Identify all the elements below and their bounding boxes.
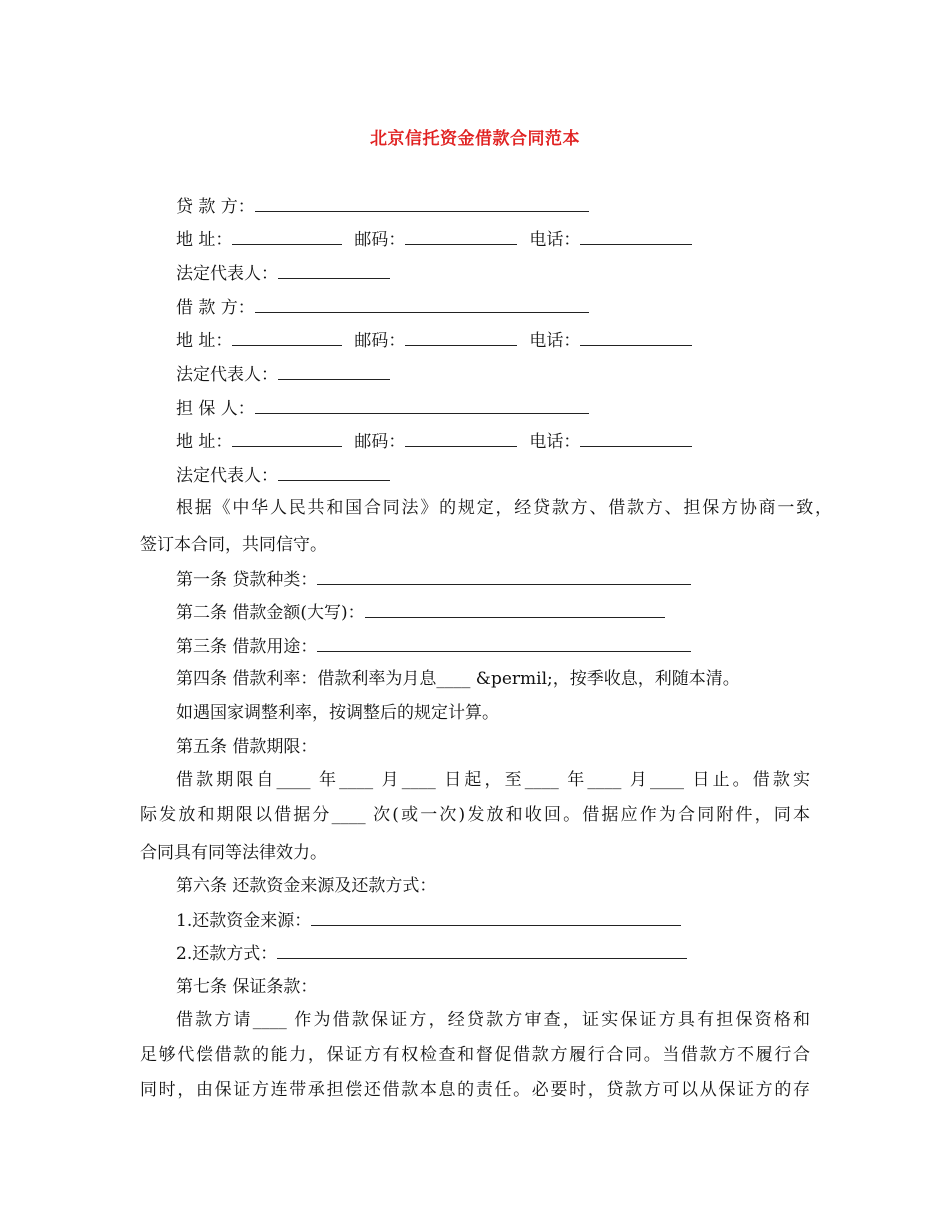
article-7: 第七条 保证条款： [176,977,318,997]
article-6-item-2 [176,943,836,964]
postcode-label: 邮码： [354,432,406,452]
phone-blank[interactable] [580,330,692,346]
postcode-label: 邮码： [354,331,406,351]
legal-rep-label: 法定代表人： [176,264,278,284]
article-5-paragraph-line-2: 际发放和期限以借据分____ 次(或一次)发放和收回。借据应作为合同附件，同本 [140,805,810,825]
legal-rep-blank[interactable] [278,364,390,380]
article-3-label: 第三条 借款用途： [176,637,318,657]
repayment-source-blank[interactable] [311,910,681,926]
phone-label: 电话： [529,331,581,351]
address-blank[interactable] [232,330,342,346]
borrower-line [176,297,836,318]
lender-legal-rep-line [176,263,836,284]
article-6: 第六条 还款资金来源及还款方式： [176,876,437,896]
guarantor-address-line [176,431,836,452]
address-blank[interactable] [232,229,342,245]
phone-label: 电话： [529,432,581,452]
article-6-item-1 [176,910,836,931]
article-5-paragraph-line-3: 合同具有同等法律效力。 [140,843,327,863]
address-label: 地 址： [176,432,233,452]
article-4-note: 如遇国家调整利率，按调整后的规定计算。 [176,703,499,723]
lender-address-line [176,229,836,250]
guarantor-legal-rep-line [176,465,836,486]
legal-rep-blank[interactable] [278,263,390,279]
borrower-address-line [176,330,836,351]
postcode-blank[interactable] [405,229,517,245]
legal-rep-label: 法定代表人： [176,365,278,385]
address-label: 地 址： [176,331,233,351]
article-4: 第四条 借款利率：借款利率为月息____ &permil;，按季收息，利随本清。 [176,669,740,689]
document-title: 北京信托资金借款合同范本 [370,129,580,149]
guarantor-label: 担 保 人： [176,399,255,419]
legal-rep-blank[interactable] [278,465,390,481]
loan-purpose-blank[interactable] [317,636,691,652]
article-1 [176,569,836,590]
address-blank[interactable] [232,431,342,447]
article-2 [176,602,836,623]
article-7-paragraph-line-2: 足够代偿借款的能力，保证方有权检查和督促借款方履行合同。当借款方不履行合 [140,1045,810,1065]
article-5-paragraph-line-1: 借款期限自____ 年____ 月____ 日起，至____ 年____ 月____ 日止。借款实 [176,770,811,790]
article-5: 第五条 借款期限： [176,737,318,757]
borrower-label: 借 款 方： [176,298,255,318]
loan-amount-blank[interactable] [365,602,665,618]
loan-type-blank[interactable] [317,569,691,585]
address-label: 地 址： [176,230,233,250]
postcode-label: 邮码： [354,230,406,250]
preamble-line-1: 根据《中华人民共和国合同法》的规定，经贷款方、借款方、担保方协商一致， [176,498,832,518]
guarantor-blank[interactable] [255,398,589,414]
repayment-source-label: 1.还款资金来源： [176,911,312,931]
phone-label: 电话： [529,230,581,250]
legal-rep-label: 法定代表人： [176,466,278,486]
lender-label: 贷 款 方： [176,197,255,217]
lender-blank[interactable] [255,196,589,212]
repayment-method-blank[interactable] [277,943,687,959]
postcode-blank[interactable] [405,431,517,447]
article-7-paragraph-line-3: 同时，由保证方连带承担偿还借款本息的责任。必要时，贷款方可以从保证方的存 [140,1080,810,1100]
borrower-blank[interactable] [255,297,589,313]
preamble-line-2: 签订本合同，共同信守。 [140,535,327,555]
article-2-label: 第二条 借款金额(大写)： [176,603,365,623]
phone-blank[interactable] [580,431,692,447]
article-3 [176,636,836,657]
guarantor-line [176,398,836,419]
article-7-paragraph-line-1: 借款方请____ 作为借款保证方，经贷款方审查，证实保证方具有担保资格和 [176,1010,810,1030]
phone-blank[interactable] [580,229,692,245]
borrower-legal-rep-line [176,364,836,385]
article-1-label: 第一条 贷款种类： [176,570,318,590]
lender-line [176,196,836,217]
repayment-method-label: 2.还款方式： [176,944,278,964]
postcode-blank[interactable] [405,330,517,346]
